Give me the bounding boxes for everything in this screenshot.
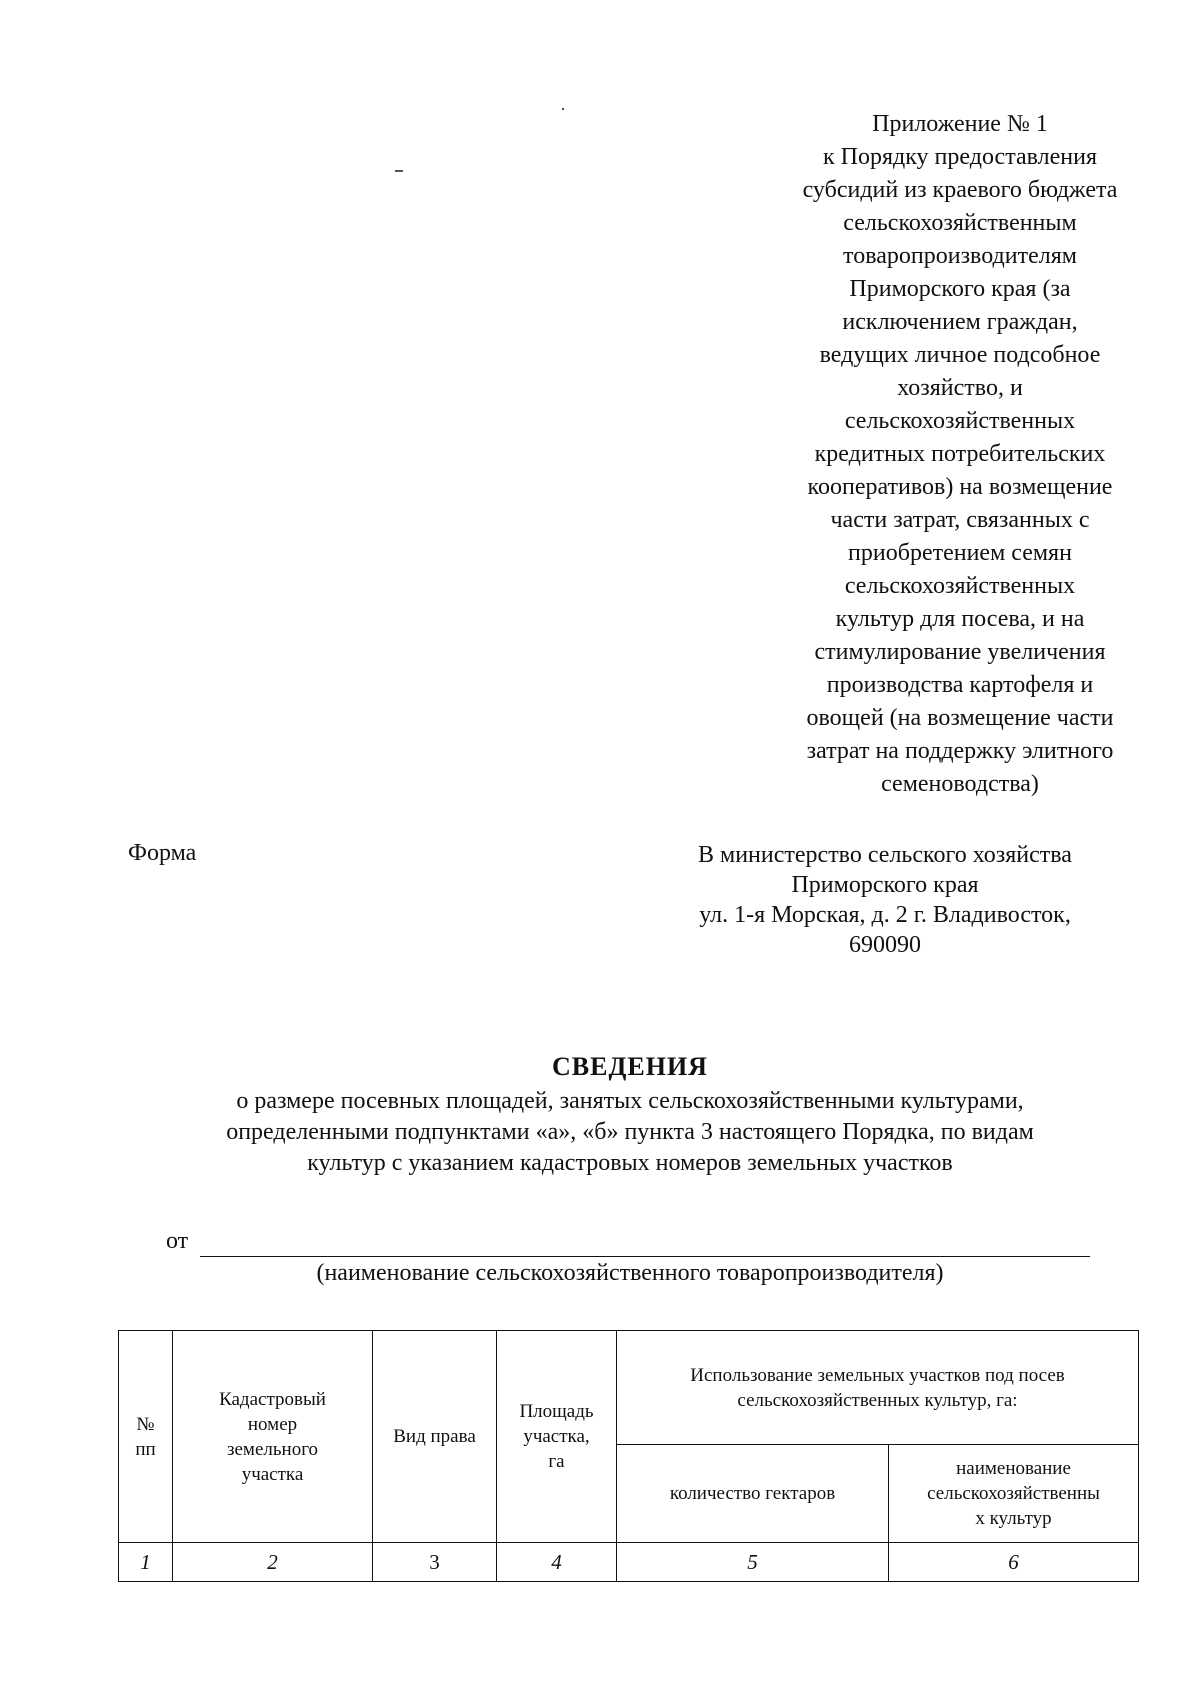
annex-header (740, 108, 1180, 801)
addressee-line: В министерство сельского хозяйства (698, 842, 1072, 868)
form-label: Форма (128, 840, 197, 866)
header-crop-names: наименование сельскохозяйственны х культур (889, 1445, 1139, 1543)
annex-line: семеноводства) (881, 771, 1039, 797)
annex-line: культур для посева, и на (835, 606, 1085, 632)
header-cadastral-number: Кадастровый номер земельного участка (173, 1331, 373, 1543)
annex-line: Приложение № 1 (872, 111, 1048, 137)
column-number: 4 (497, 1543, 617, 1582)
from-label: от (166, 1228, 189, 1254)
header-plot-area: Площадь участка, га (497, 1331, 617, 1543)
annex-line: стимулирование увеличения (814, 639, 1106, 665)
annex-line: исключением граждан, (842, 309, 1078, 335)
annex-line: кооперативов) на возмещение (807, 474, 1113, 500)
subtitle-line: о размере посевных площадей, занятых сельскохозяйственными культурами, (236, 1088, 1024, 1114)
annex-line: к Порядку предоставления (822, 144, 1097, 170)
addressee-block (650, 840, 1120, 960)
subtitle-line: определенными подпунктами «а», «б» пункта 3 настоящего Порядка, по видам (226, 1119, 1034, 1145)
addressee-line: 690090 (849, 932, 921, 958)
annex-line: затрат на поддержку элитного (806, 738, 1114, 764)
addressee-line: ул. 1-я Морская, д. 2 г. Владивосток, (699, 902, 1071, 928)
column-number: 6 (889, 1543, 1139, 1582)
column-number: 5 (617, 1543, 889, 1582)
header-land-usage: Использование земельных участков под посев сельскохозяйственных культур, га: (617, 1331, 1139, 1445)
annex-line: приобретением семян (848, 540, 1072, 566)
annex-line: ведущих личное подсобное (819, 342, 1101, 368)
column-number: 2 (173, 1543, 373, 1582)
crop-area-table (118, 1330, 1139, 1582)
header-right-type: Вид права (373, 1331, 497, 1543)
annex-line: производства картофеля и (826, 672, 1094, 698)
scan-speck (562, 108, 564, 110)
annex-line: субсидий из краевого бюджета (802, 177, 1118, 203)
annex-line: части затрат, связанных с (830, 507, 1090, 533)
header-row-number: № пп (119, 1331, 173, 1543)
annex-line: товаропроизводителям (843, 243, 1077, 269)
document-title: СВЕДЕНИЯ (552, 1052, 708, 1081)
column-number: 3 (373, 1543, 497, 1582)
annex-line: хозяйство, и (897, 375, 1023, 401)
header-hectares: количество гектаров (617, 1445, 889, 1543)
addressee-line: Приморского края (791, 872, 979, 898)
document-subtitle (100, 1086, 1160, 1179)
annex-line: сельскохозяйственных (844, 573, 1076, 599)
annex-line: овощей (на возмещение части (806, 705, 1114, 731)
column-number: 1 (119, 1543, 173, 1582)
subtitle-line: культур с указанием кадастровых номеров земельных участков (307, 1150, 953, 1176)
producer-name-hint: (наименование сельскохозяйственного товаропроизводителя) (316, 1260, 944, 1286)
annex-line: сельскохозяйственным (843, 210, 1077, 236)
annex-line: сельскохозяйственных (844, 408, 1076, 434)
scan-speck (395, 170, 403, 172)
producer-name-field[interactable] (200, 1256, 1090, 1257)
annex-line: кредитных потребительских (814, 441, 1106, 467)
annex-line: Приморского края (за (849, 276, 1071, 302)
